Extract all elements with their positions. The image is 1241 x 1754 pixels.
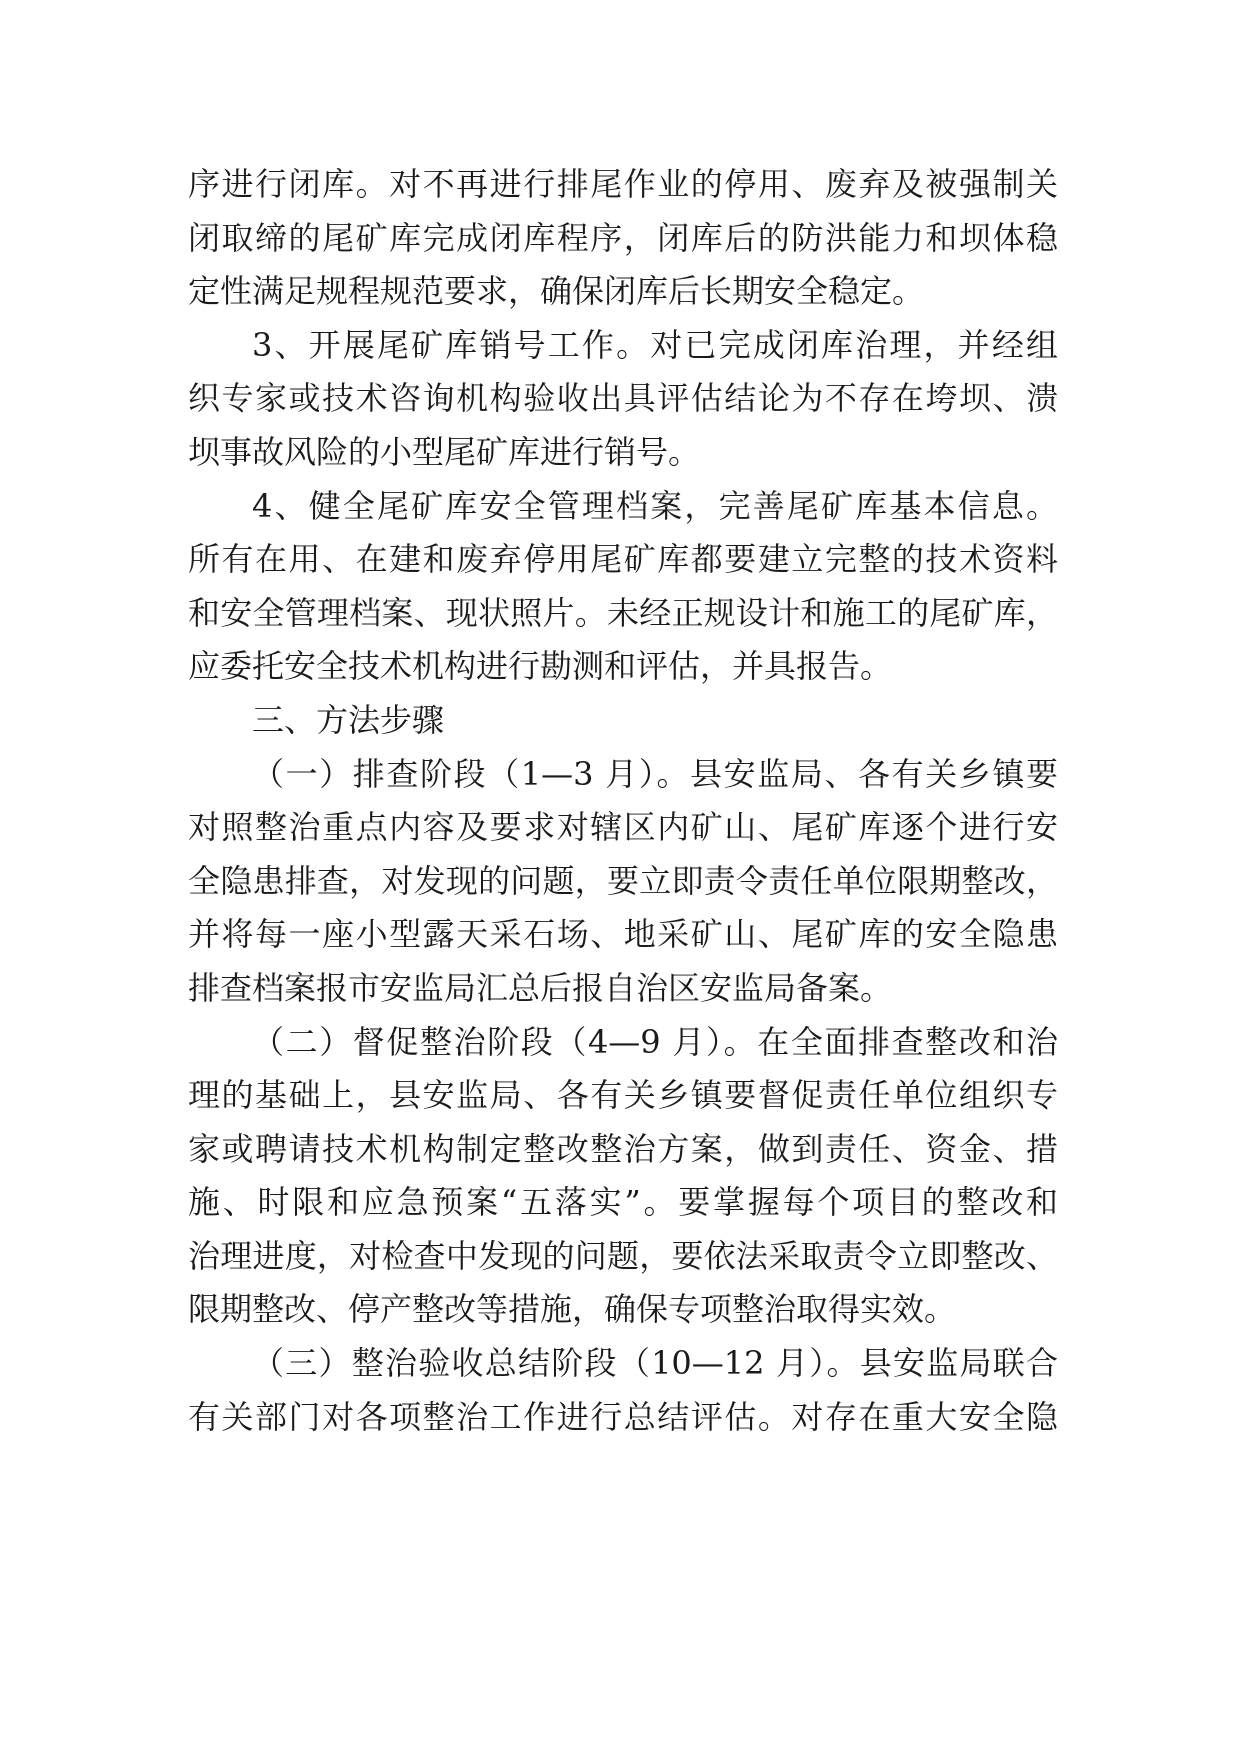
text-line: 理的基础上，县安监局、各有关乡镇要督促责任单位组织专 [188,1076,1058,1115]
text-line: 定性满足规程规范要求，确保闭库后长期安全稳定。 [188,272,925,311]
text-line: （二）督促整治阶段（4—9 月）。在全面排查整改和治 [252,1022,1058,1061]
text-line: 和安全管理档案、现状照片。未经正规设计和施工的尾矿库， [188,593,1058,632]
text-line: 并将每一座小型露天采石场、地采矿山、尾矿库的安全隐患 [188,915,1058,954]
text-line: （一）排查阶段（1—3 月）。县安监局、各有关乡镇要 [252,754,1058,793]
text-line: 全隐患排查，对发现的问题，要立即责令责任单位限期整改， [188,861,1058,900]
text-line: 治理进度，对检查中发现的问题，要依法采取责令立即整改、 [188,1236,1058,1275]
text-line: 闭取缔的尾矿库完成闭库程序，闭库后的防洪能力和坝体稳 [188,218,1058,257]
text-line: 限期整改、停产整改等措施，确保专项整治取得实效。 [188,1290,957,1329]
text-line: 3、开展尾矿库销号工作。对已完成闭库治理，并经组 [252,325,1058,364]
text-line: 应委托安全技术机构进行勘测和评估，并具报告。 [188,647,893,686]
body-text [188,158,1058,1444]
text-line: 序进行闭库。对不再进行排尾作业的停用、废弃及被强制关 [188,165,1058,203]
text-line: （三）整治验收总结阶段（10—12 月）。县安监局联合 [252,1344,1058,1383]
text-line: 织专家或技术咨询机构验收出具评估结论为不存在垮坝、溃 [188,379,1058,418]
text-line: 有关部门对各项整治工作进行总结评估。对存在重大安全隐 [188,1397,1058,1436]
section-heading: 三、方法步骤 [252,700,445,739]
text-line: 4、健全尾矿库安全管理档案，完善尾矿库基本信息。 [252,486,1058,525]
text-line: 排查档案报市安监局汇总后报自治区安监局备案。 [188,968,893,1007]
text-line: 家或聘请技术机构制定整改整治方案，做到责任、资金、措 [188,1129,1058,1168]
text-line: 所有在用、在建和废弃停用尾矿库都要建立完整的技术资料 [188,540,1058,579]
text-line: 施、时限和应急预案“五落实”。要掌握每个项目的整改和 [188,1183,1058,1222]
text-line: 坝事故风险的小型尾矿库进行销号。 [188,432,701,471]
text-line: 对照整治重点内容及要求对辖区内矿山、尾矿库逐个进行安 [188,808,1058,847]
